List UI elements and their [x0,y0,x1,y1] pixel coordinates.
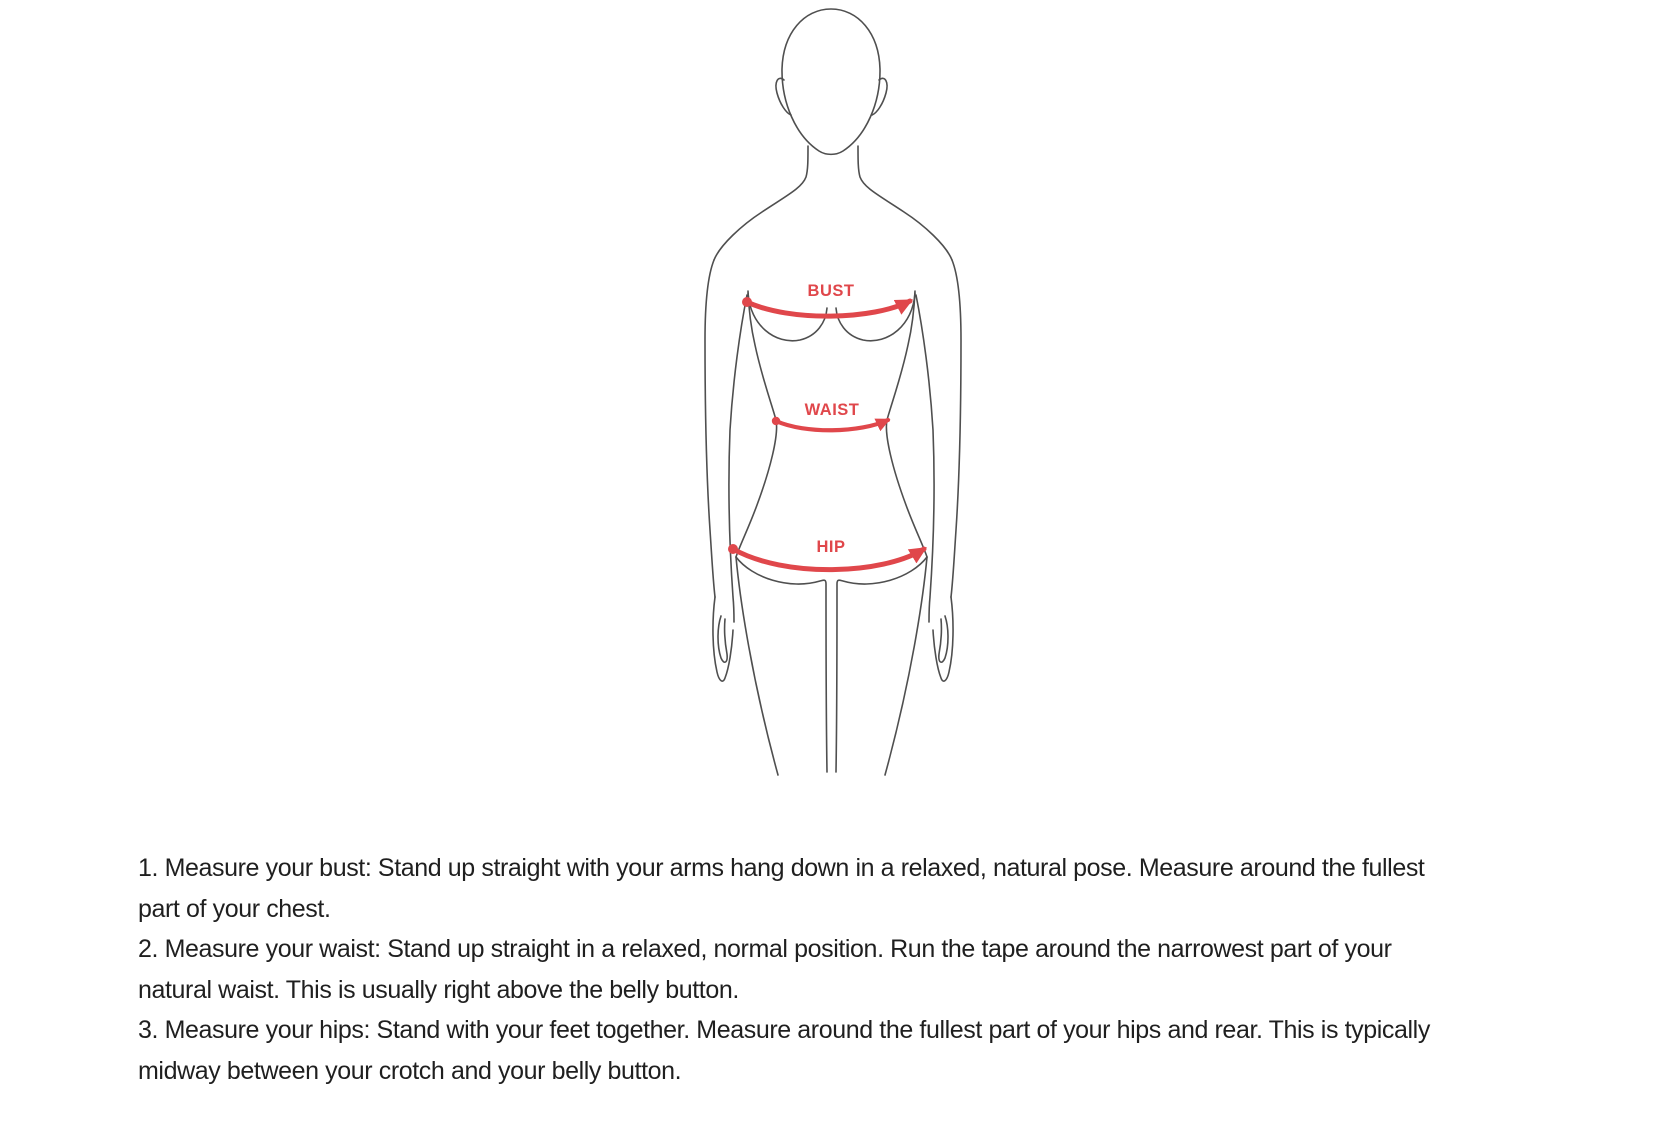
instruction-item-waist [138,929,1668,1010]
left-neck-shoulder [714,146,808,260]
measurement-diagram [690,0,973,792]
instruction-line: part of your chest. [138,894,331,923]
right-arm-outer [951,260,961,597]
right-neck-shoulder [858,146,952,260]
right-torso-side [886,291,927,557]
head-outline [782,9,880,154]
left-thigh-outer [736,557,778,775]
instruction-line: 3. Measure your hips: Stand with your feet together. Measure around the fullest part of your hips and rear. This is typically [138,1016,1430,1044]
left-torso-side [736,291,777,557]
body-outline-drawing [705,9,961,775]
right-hip-curve [836,557,927,772]
measurement-labels [805,282,860,556]
right-thigh-outer [885,557,927,775]
right-hand [933,597,953,681]
left-arm-outer [705,260,715,597]
left-hip-curve [736,557,827,772]
measurement-arcs [733,301,924,570]
left-hand [713,597,733,681]
instruction-line: 1. Measure your bust: Stand up straight with your arms hang down in a relaxed, natural pose. Measure around the fullest [138,854,1425,882]
instruction-line: 2. Measure your waist: Stand up straight in a relaxed, normal position. Run the tape around the narrowest part of your [138,935,1392,963]
left-thumb [718,616,727,662]
waist-label: WAIST [804,401,860,419]
waist-measure-arrow [776,420,888,430]
bust-label: BUST [807,282,855,300]
instruction-item-hips [138,1010,1668,1091]
bust-measure-arrow [747,301,910,316]
hip-label: HIP [816,538,846,556]
right-thumb [939,616,948,662]
instruction-item-bust [138,848,1668,929]
body-figure-svg [690,0,973,792]
instruction-line: natural waist. This is usually right above the belly button. [138,975,739,1004]
instruction-line: midway between your crotch and your belly button. [138,1056,682,1085]
measurement-instructions [138,848,1668,1091]
